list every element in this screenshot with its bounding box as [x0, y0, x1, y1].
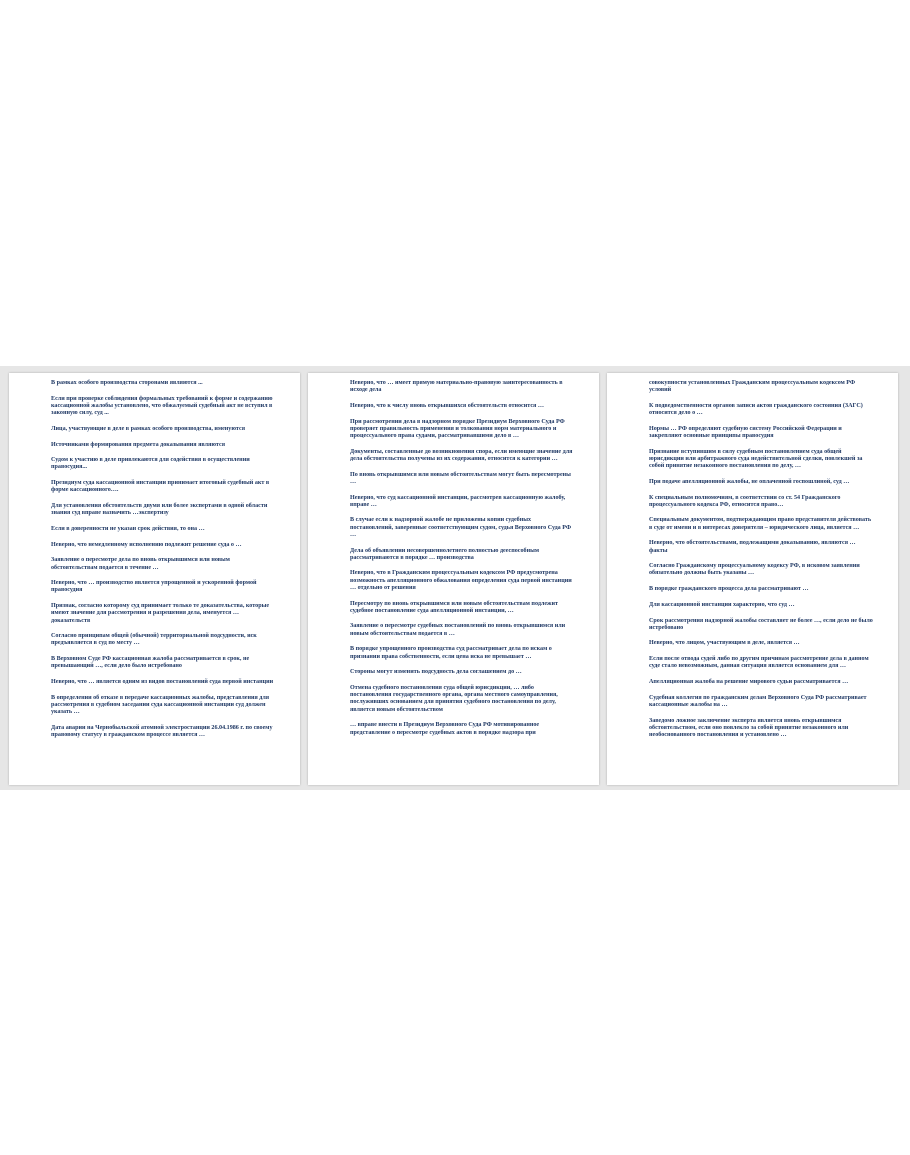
question-item: Неверно, что суд кассационной инстанции, рассмотрев кассационную жалобу, вправе …: [350, 494, 566, 508]
document-page-3: [607, 373, 898, 785]
question-item: Дата аварии на Чернобыльской атомной электростанции 26.04.1986 г. по своему правовому статусу в гражданском процессе является …: [51, 724, 273, 739]
question-item: При подаче апелляционной жалобы, не оплаченной госпошлиной, суд …: [649, 478, 850, 485]
question-item: Судебная коллегия по гражданским делам Верховного Суда РФ рассматривает кассационные жалобы на …: [649, 694, 867, 708]
question-item: Апелляционная жалоба на решение мирового судьи рассматривается …: [649, 679, 849, 686]
question-item: Заявление о пересмотре судебных постановлений по вновь открывшимся или новым обстоятельствам подается в …: [350, 623, 566, 637]
question-item: Неверно, что к числу вновь открывшихся обстоятельств относится …: [350, 402, 544, 409]
question-item: Признак, согласно которому суд принимает только те доказательства, которые имеют значение для рассмотрения и разрешения дела, именуется … доказательств: [51, 603, 270, 624]
document-page-1: [9, 373, 300, 785]
question-item: Источниками формирования предмета доказывания являются: [51, 441, 225, 448]
question-item: Дела об объявлении несовершеннолетнего полностью дееспособным рассматриваются в порядке … производства: [350, 547, 539, 561]
question-item: Стороны могут изменить подсудность дела соглашением до …: [350, 669, 522, 676]
question-item: Специальным документом, подтверждающим право представителя действовать в суде от имени и в интересах доверителя – юридического лица, является …: [649, 517, 872, 531]
question-item: Согласно принципам общей (обычной) территориальной подсудности, иск предъявляется в суд по месту …: [51, 633, 257, 647]
question-item: В определении об отказе в передаче кассационных жалобы, представления для рассмотрения в судебном заседании суда кассационной инстанции суд должен указать …: [51, 694, 270, 716]
question-item: При рассмотрении дела в надзорном порядке Президиум Верховного Суда РФ проверяет правильность применения и толкования норм материального и процессуального права судами, рассматривавшими дело в …: [350, 418, 565, 440]
question-item: Неверно, что лицом, участвующим в деле, является …: [649, 640, 800, 647]
question-item: В порядке упрощенного производства суд рассматривает дела по искам о признании права собственности, если цена иска не превышает …: [350, 646, 552, 660]
question-item: Если в доверенности не указан срок действия, то она …: [51, 525, 205, 532]
question-item: Судом к участию в деле привлекаются для содействия в осуществлении правосудия...: [51, 457, 250, 471]
question-item: Если при проверке соблюдения формальных требований к форме и содержанию кассационной жалобы установлено, что обжалуемый судебный акт не вступил в законную силу, суд ...: [51, 395, 273, 417]
question-item: В случае если к надзорной жалобе не приложены копии судебных постановлений, заверенные соответствующим судом, судья Верховного Суда РФ …: [350, 517, 572, 538]
question-item: Для установления обстоятельств двумя или более экспертами в одной области знания суд вправе назначить …экспертизу: [51, 503, 268, 517]
question-item: Документы, составленные до возникновения спора, если имеющие значение для дела обстоятельства получены из их содержания, относится к категории …: [350, 448, 573, 462]
question-item: Нормы … РФ определяют судебную систему Российской Федерации и закрепляют основные принципы правосудия: [649, 425, 842, 440]
question-item: К специальным полномочиям, в соответствии со ст. 54 Гражданского процессуального кодекса РФ, относится право…: [649, 494, 841, 508]
question-item: Неверно, что … производство является упрощенной и ускоренной формой правосудия: [51, 580, 257, 594]
question-item: Президиум суда кассационной инстанции принимает итоговый судебный акт в форме кассационного….: [51, 480, 270, 494]
question-item: Неверно, что в Гражданским процессуальным кодексом РФ предусмотрена возможность апелляционного обжалования определения суда первой инстанции … отдельно от решения: [350, 570, 572, 591]
question-item: Отмена судебного постановления суда общей юрисдикции, … либо постановления государственного органа, органа местного самоуправления, послуживших основанием для принятия судебного постановления по делу, является новым обстоятельством: [350, 684, 558, 713]
question-item: Признание вступившим в силу судебным постановлением суда общей юрисдикции или арбитражного суда недействительной сделки, повлекшей за собой принятие незаконного постановления по делу, …: [649, 448, 863, 470]
question-item: Пересмотру по вновь открывшимся или новым обстоятельствам подлежит судебное постановление суда апелляционной инстанции, …: [350, 600, 558, 614]
question-item: Срок рассмотрения надзорной жалобы составляет не более …, если дело не было истребовано: [649, 617, 873, 631]
question-item: Неверно, что обстоятельствами, подлежащими доказыванию, являются … факты: [649, 540, 856, 554]
question-item: совокупности установленных Гражданским процессуальным кодексом РФ условий: [649, 380, 856, 394]
question-item: Неверно, что … имеет прямую материально-правовую заинтересованность в исходе дела: [350, 380, 563, 394]
question-item: Заведомо ложное заключение эксперта является вновь открывшимся обстоятельством, если оно повлекло за собой принятие незаконного или необоснованного постановления и установлено …: [649, 717, 849, 739]
question-item: В рамках особого производства сторонами являются ...: [51, 380, 203, 386]
question-item: Неверно, что … является одним из видов постановлений суда первой инстанции: [51, 679, 274, 686]
question-item: В порядке гражданского процесса дела рассматривают …: [649, 586, 809, 593]
question-item: Неверно, что немедленному исполнению подлежит решение суда о …: [51, 541, 242, 548]
question-item: К подведомственности органов записи актов гражданского состояния (ЗАГС) относится дело о …: [649, 402, 863, 417]
question-item: Согласно Гражданскому процессуальному кодексу РФ, в исковом заявлении обязательно должны быть указаны …: [649, 563, 860, 577]
question-item: Для кассационной инстанции характерно, что суд …: [649, 601, 795, 608]
question-item: Если после отвода судей либо по другим причинам рассмотрение дела в данном суде стало невозможным, данная ситуация является основанием для …: [649, 656, 869, 670]
question-item: По вновь открывшимся или новым обстоятельствам могут быть пересмотрены …: [350, 471, 571, 485]
question-item: В Верховном Суде РФ кассационная жалоба рассматривается в срок, не превышающий …, если дело было истребовано: [51, 656, 250, 670]
question-item: Лица, участвующие в деле в рамках особого производства, именуются: [51, 425, 245, 432]
question-item: … вправе внести в Президиум Верховного Суда РФ мотивированное представление о пересмотре судебных актов в порядке надзора при: [350, 722, 540, 736]
document-page-2: [308, 373, 599, 785]
question-item: Заявление о пересмотре дела по вновь открывшимся или новым обстоятельствам подается в течение …: [51, 557, 230, 571]
